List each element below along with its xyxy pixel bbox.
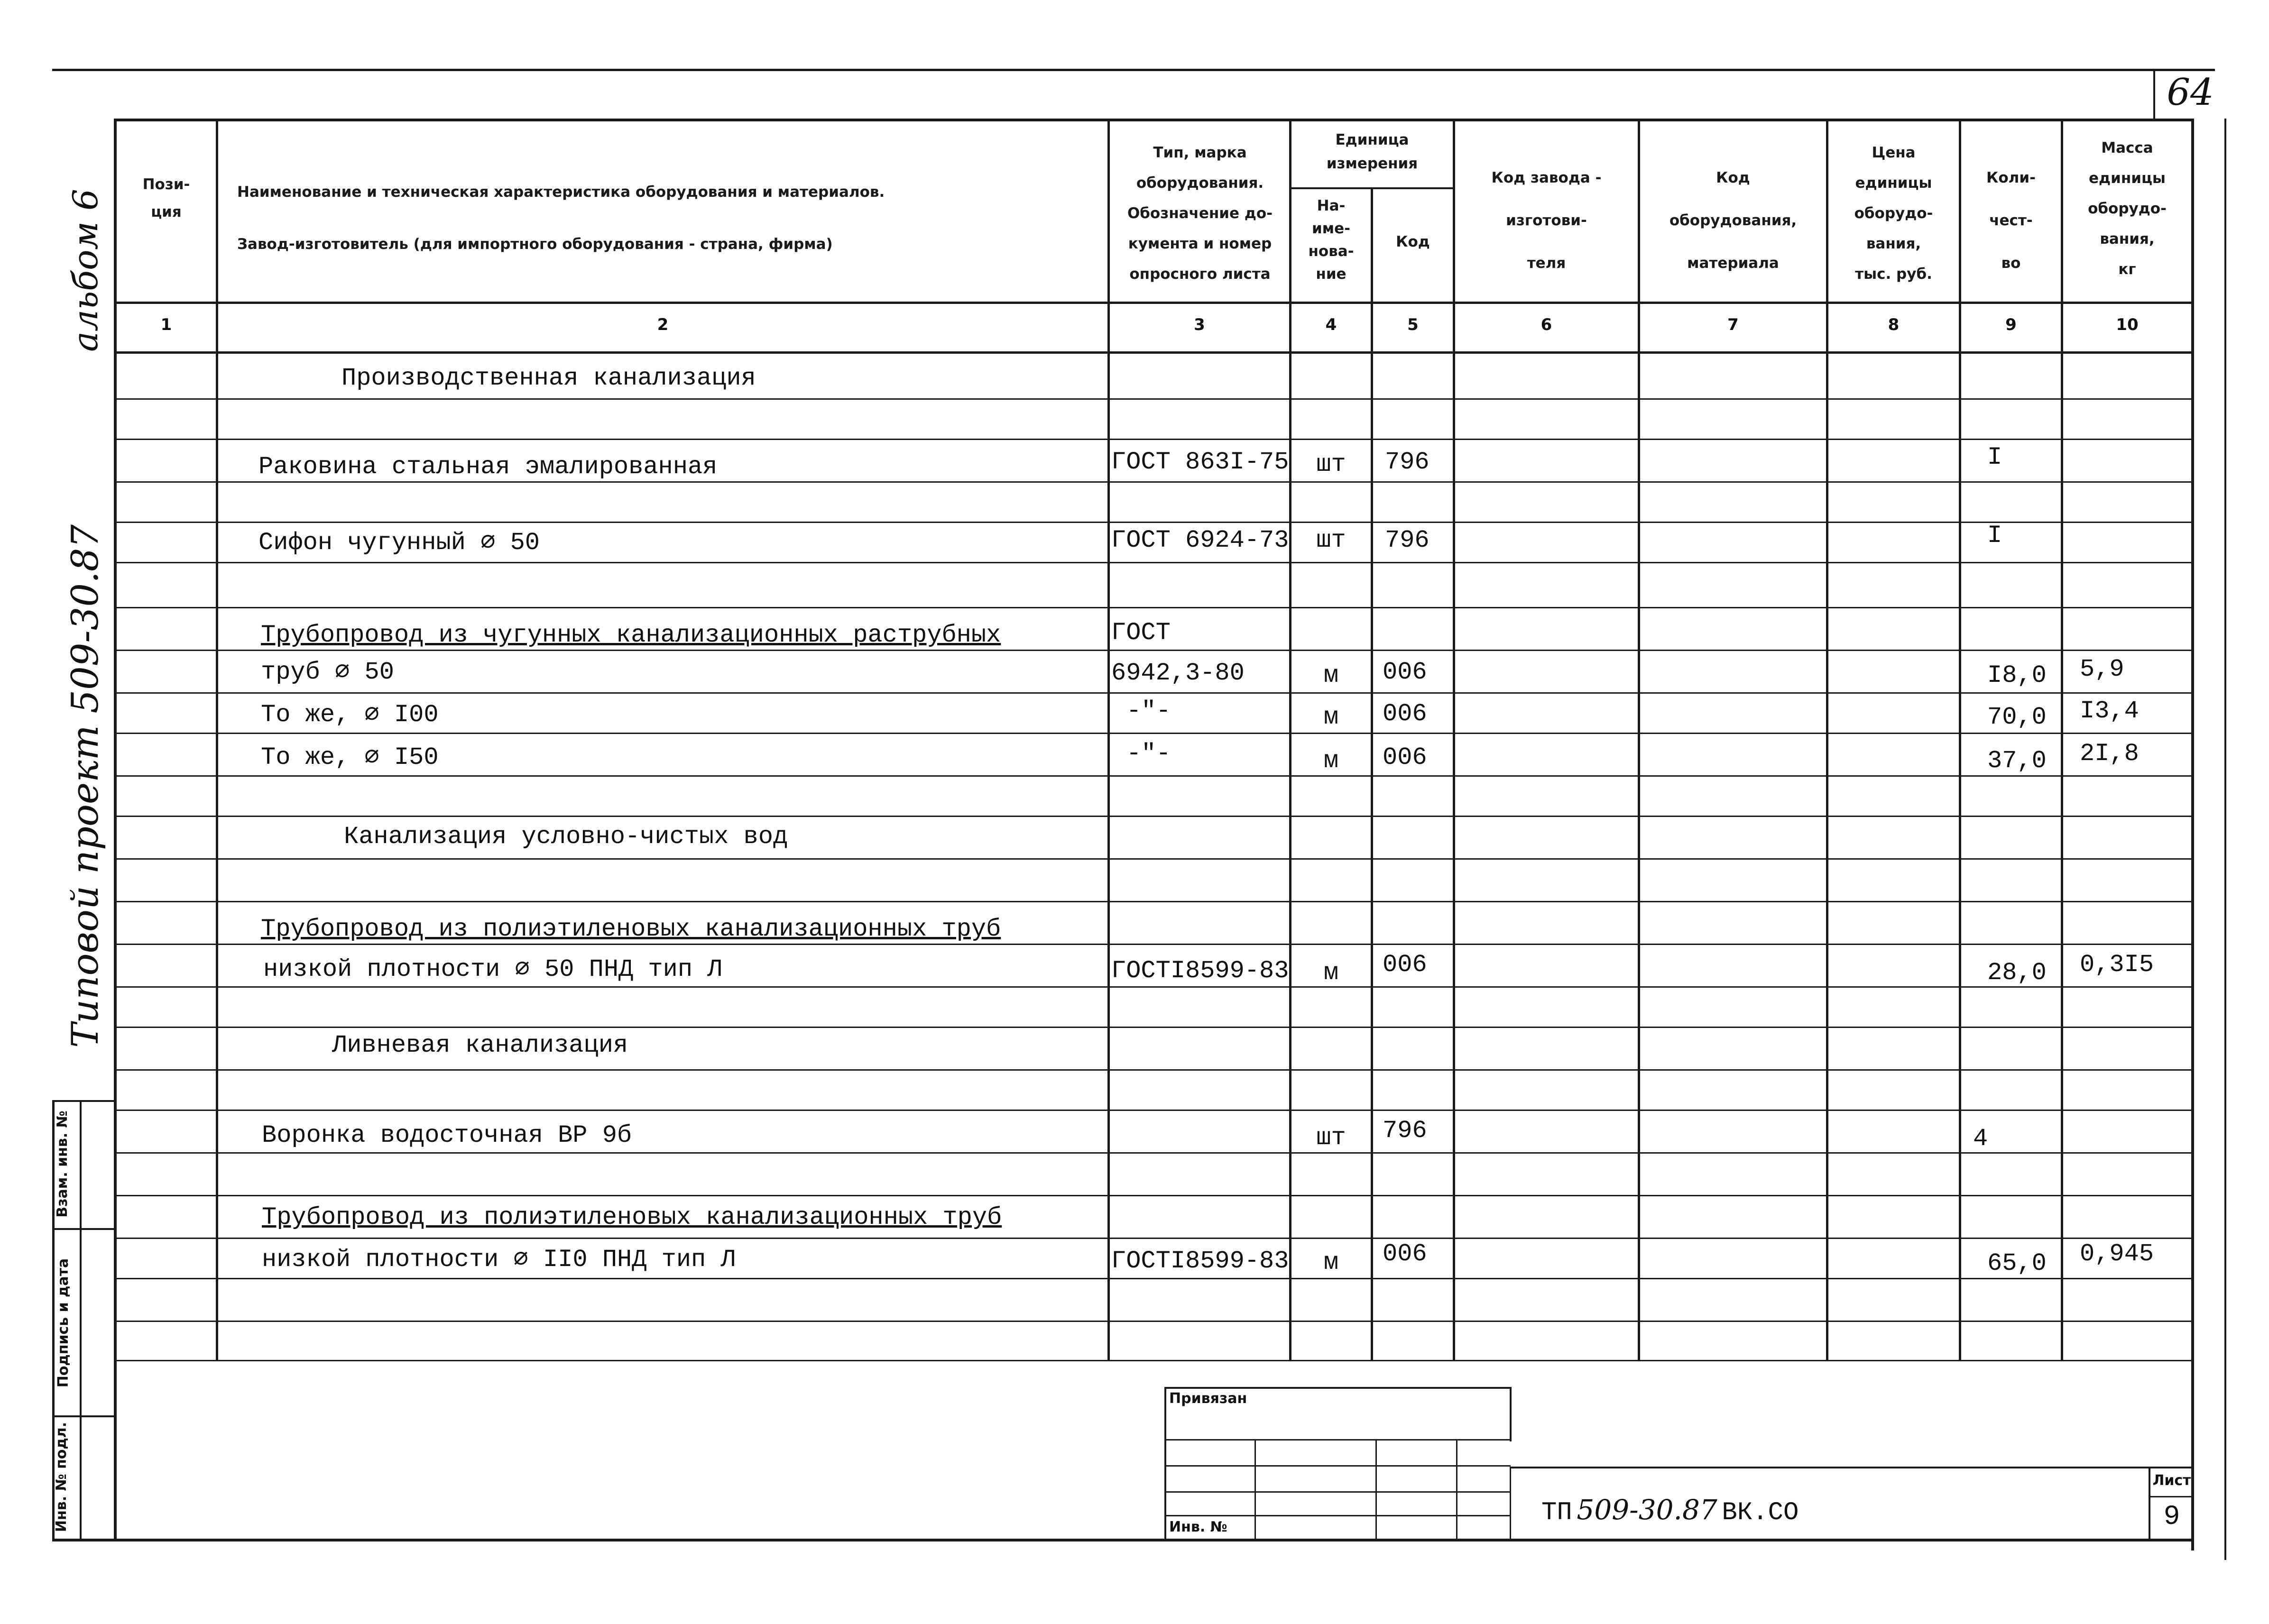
sheet-label: Лист [2152,1472,2191,1489]
item-unit: м [1323,959,1339,987]
document-designation [1541,1494,1799,1532]
item-unit: шт [1316,450,1346,478]
column-number: 3 [1194,315,1205,334]
album-label: альбом 6 [65,189,105,352]
col-line-7 [1826,119,1828,1361]
binding-box-col [1254,1439,1256,1541]
column-number: 4 [1325,315,1337,334]
item-name: труб ∅ 50 [261,658,394,686]
row-rule [114,1238,2194,1239]
binding-box-left [1164,1387,1166,1541]
item-code: 006 [1383,951,1427,979]
item-doc: -"- [1126,697,1171,725]
col-line-2 [1107,119,1110,1361]
row-rule [114,481,2194,483]
item-doc: 6942,3-80 [1111,659,1245,687]
header-name: Наименование и техническая характеристика оборудования и материалов. Завод-изготовитель (для импортного оборудования - страна, фирма) [237,184,885,253]
item-qty: I8,0 [1987,661,2047,689]
col-line-6 [1638,119,1640,1361]
numbers-bottom-rule [114,351,2194,354]
item-name: Воронка водосточная ВР 9б [262,1121,632,1149]
doc-number-handwritten: 509-30.87 [1577,1494,1717,1526]
item-code: 006 [1383,658,1427,686]
row-rule [114,562,2194,563]
header-type: Тип, марка оборудования. Обозначение до- кумента и номер опросного листа [1127,144,1273,283]
item-name: низкой плотности ∅ II0 ПНД тип Л [262,1246,736,1274]
row-rule [114,1110,2194,1111]
item-mass: 0,945 [2080,1240,2154,1268]
row-rule [114,607,2194,608]
frame-bottom [52,1539,2194,1541]
col-line-5 [1453,119,1455,1361]
row-rule [114,692,2194,694]
header-position: Пози- ция [142,176,190,220]
sheet-number: 9 [2163,1502,2180,1532]
stamp-sep [52,1228,116,1230]
column-number: 5 [1407,315,1419,334]
binding-box-right [1510,1387,1512,1441]
column-number: 2 [657,315,669,334]
item-mass: I3,4 [2080,697,2139,725]
section-title: Канализация условно-чистых вод [344,823,788,851]
binding-box-row [1164,1465,1511,1467]
col-line-3 [1289,119,1291,1361]
item-unit: м [1323,1248,1339,1276]
header-unit-code: Код [1396,233,1430,250]
stamp-mid [80,1100,82,1541]
item-name: То же, ∅ I50 [261,743,439,771]
binding-box-col [1456,1439,1457,1541]
item-mass: 0,3I5 [2080,951,2154,979]
item-name: Трубопровод из чугунных канализационных раструбных [261,621,1001,649]
stamp-replacement: Взам. инв. № [54,1110,71,1218]
title-block-top [1510,1467,2193,1468]
row-rule [114,1195,2194,1196]
stamp-signature: Подпись и дата [55,1258,72,1388]
outer-right [2224,119,2226,1560]
row-rule [114,901,2194,902]
frame-top [114,119,2191,121]
stamp-inventory: Инв. № подл. [53,1422,70,1532]
item-code: 796 [1385,526,1430,554]
binding-label: Привязан [1169,1390,1247,1407]
item-name: Трубопровод из полиэтиленовых канализационных труб [262,1203,1002,1231]
binding-box-row [1164,1491,1511,1493]
row-rule [114,816,2194,817]
page-number-box-left [2153,69,2155,119]
item-unit: м [1323,703,1339,731]
header-quantity: Коли- чест- во [1986,169,2036,272]
header-unit-name: На- име- нова- ние [1308,197,1354,283]
section-title: Ливневая канализация [332,1031,628,1059]
column-number: 7 [1727,315,1739,334]
col-line-4 [1371,187,1373,1361]
item-doc: ГОСТ [1111,619,1171,647]
item-mass: 5,9 [2080,655,2124,683]
column-number: 8 [1888,315,1900,334]
section-title: Производственная канализация [341,364,756,392]
item-qty: I [1987,522,2002,550]
binding-box-top [1164,1387,1511,1389]
item-name: То же, ∅ I00 [261,701,439,729]
row-rule [114,944,2194,945]
item-doc: ГОСТI8599-83 [1111,957,1289,985]
row-rule [114,733,2194,734]
item-code: 796 [1383,1117,1427,1145]
item-unit: м [1323,661,1339,689]
item-code: 796 [1385,448,1430,476]
col-line-9 [2061,119,2063,1361]
header-equipment-code: Код оборудования, материала [1669,169,1797,272]
header-factory-code: Код завода - изготови- теля [1491,169,1602,272]
row-rule [114,1152,2194,1154]
item-name: Трубопровод из полиэтиленовых канализационных труб [261,915,1001,943]
sheet-box-mid [2149,1496,2192,1497]
binding-box-col [1375,1439,1377,1541]
item-name: Сифон чугунный ∅ 50 [258,529,540,557]
col-line-8 [1959,119,1961,1361]
row-rule [114,522,2194,523]
col-line-1 [216,119,218,1361]
item-unit: шт [1316,1124,1346,1152]
item-unit: шт [1316,526,1346,554]
header-mass: Масса единицы оборудо- вания, кг [2088,139,2167,278]
item-name: Раковина стальная эмалированная [258,453,718,481]
row-rule [114,1027,2194,1028]
column-number: 1 [160,315,172,334]
row-rule [114,1278,2194,1279]
row-rule [114,1360,2194,1361]
item-qty: 70,0 [1987,703,2047,731]
item-unit: м [1323,747,1339,775]
doc-prefix: ТП [1541,1498,1572,1527]
header-price: Цена единицы оборудо- вания, тыс. руб. [1854,144,1933,283]
row-rule [114,650,2194,651]
item-qty: I [1987,443,2002,471]
column-number: 9 [2005,315,2017,334]
column-number: 6 [1540,315,1552,334]
row-rule [114,398,2194,400]
item-qty: 65,0 [1987,1249,2047,1277]
item-mass: 2I,8 [2080,740,2139,768]
row-rule [114,1069,2194,1071]
row-rule [114,986,2194,988]
row-rule [114,775,2194,777]
header-bottom-rule [114,302,2194,304]
page-number: 64 [2167,71,2214,114]
row-rule [114,439,2194,440]
title-block-sep [1510,1468,1511,1541]
binding-box-row [1164,1515,1511,1516]
binding-box-row [1164,1439,1511,1440]
item-code: 006 [1383,700,1427,728]
item-doc: ГОСТ 863I-75 [1111,448,1289,476]
sheet-box-left [2149,1468,2150,1541]
item-doc: ГОСТI8599-83 [1111,1247,1289,1275]
header-unit: Единица измерения [1326,131,1418,172]
doc-suffix: ВК.СО [1722,1498,1799,1527]
frame-right [2191,119,2194,1551]
item-qty: 28,0 [1987,959,2047,987]
top-rule [52,69,2215,71]
item-doc: ГОСТ 6924-73 [1111,526,1289,554]
item-qty: 4 [1973,1125,1988,1153]
column-number: 10 [2116,315,2139,334]
item-qty: 37,0 [1987,747,2047,775]
inventory-number-label: Инв. № [1169,1519,1227,1535]
item-name: низкой плотности ∅ 50 ПНД тип Л [263,955,722,983]
item-doc: -"- [1126,740,1171,768]
item-code: 006 [1383,1240,1427,1268]
row-rule [114,1321,2194,1322]
item-code: 006 [1383,743,1427,771]
project-label: Типовой проект 509-30.87 [64,524,107,1048]
row-rule [114,858,2194,860]
